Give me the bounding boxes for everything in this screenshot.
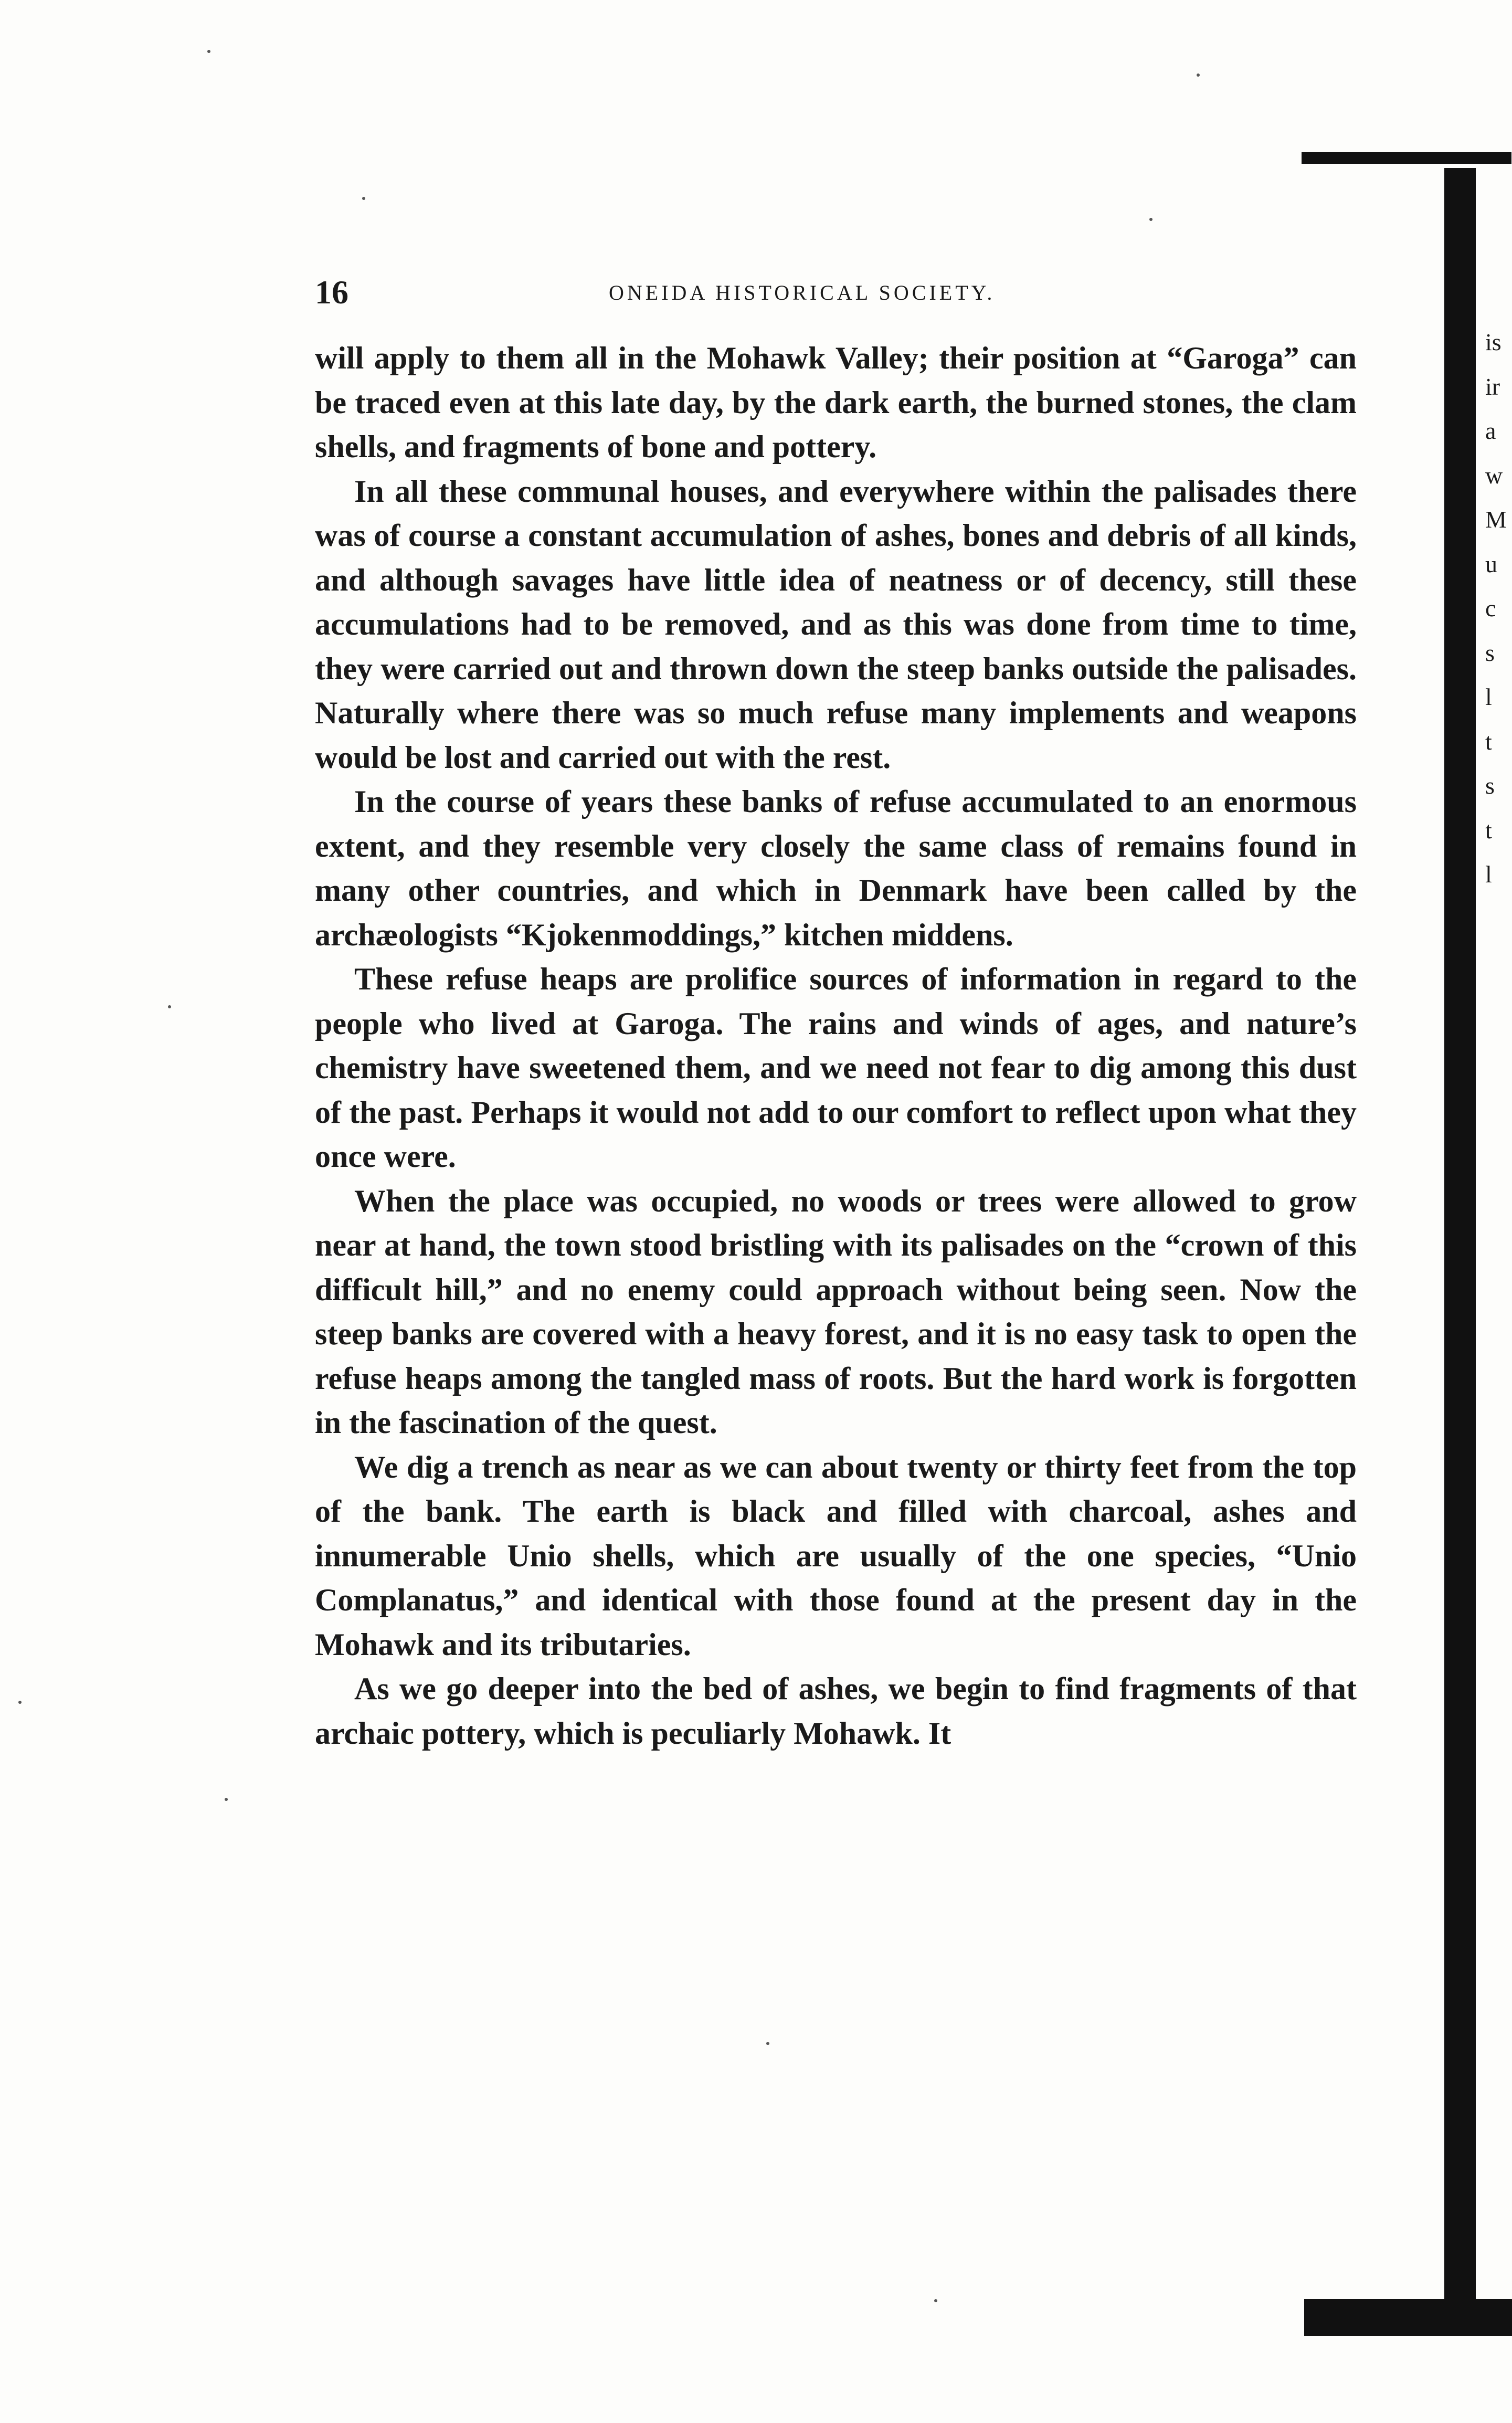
fragment: w: [1485, 461, 1503, 489]
page-number: 16: [315, 273, 348, 311]
fragment: is: [1485, 329, 1502, 355]
paper-speck: [207, 50, 210, 53]
fragment: M: [1485, 506, 1507, 533]
binding-edge-foot: [1304, 2299, 1512, 2336]
paper-speck: [18, 1701, 22, 1704]
fragment: ir: [1485, 373, 1500, 400]
paper-speck: [225, 1798, 228, 1801]
paragraph: These refuse heaps are prolifice sources of information in regard to the people who lived at Garoga. The rains and winds of ages, and nature’s chemistry have sweetened them, and we need not fear to dig among this dust of the past. Perhaps it would not add to our comfort to reflect upon what they once were.: [315, 962, 1357, 1174]
fragment: s: [1485, 639, 1495, 666]
fragment: c: [1485, 595, 1496, 621]
fragment: t: [1485, 816, 1492, 844]
paragraph: When the place was occupied, no woods or trees were allowed to grow near at hand, the town stood bristling with its palisades on the “crown of this difficult hill,” and no enemy could approach without being seen. Now the steep banks are covered with a heavy forest, and it is no easy task to open the refuse heaps among the tangled mass of roots. But the hard work is forgotten in the fascination of the quest.: [315, 1183, 1357, 1440]
binding-edge-cap: [1302, 152, 1511, 164]
paragraph: will apply to them all in the Mohawk Valley; their position at “Garoga” can be traced even at this late day, by the dark earth, the burned stones, the clam shells, and fragments of bone and pottery.: [315, 341, 1357, 464]
paper-speck: [362, 197, 365, 200]
paragraph: In all these communal houses, and everywhere within the palisades there was of course a constant accumulation of ashes, bones and debris of all kinds, and although savages have little idea of neatness or of decency, still these accumulations had to be removed, and as this was done from time to time, they were carried out and thrown down the steep banks outside the palisades. Naturally where there was so much refuse many implements and weapons would be lost and carried out with the rest.: [315, 473, 1357, 775]
paper-speck: [934, 2299, 937, 2302]
fragment: s: [1485, 772, 1495, 799]
paragraph: As we go deeper into the bed of ashes, we begin to find fragments of that archaic pottery, which is peculiarly Mohawk. It: [315, 1671, 1357, 1751]
fragment: l: [1485, 861, 1492, 888]
paper-speck: [1197, 73, 1200, 77]
paper-speck: [766, 2042, 769, 2045]
fragment: u: [1485, 550, 1497, 577]
binding-edge: [1444, 168, 1476, 2331]
paper-speck: [1149, 218, 1152, 221]
fragment: t: [1485, 728, 1492, 755]
fragment: l: [1485, 683, 1492, 710]
page-header: [315, 273, 1365, 315]
running-title: ONEIDA HISTORICAL SOCIETY.: [609, 281, 996, 304]
fragment: a: [1485, 417, 1496, 444]
paragraph: In the course of years these banks of refuse accumulated to an enormous extent, and they resemble very closely the same class of remains found in many other countries, and which in Denmark have been called by the archæologists “Kjokenmoddings,” kitchen middens.: [315, 784, 1357, 952]
next-page-fragments: [1485, 320, 1512, 897]
paper-speck: [168, 1005, 171, 1008]
paragraph: We dig a trench as near as we can about twenty or thirty feet from the top of the bank. The earth is black and filled with charcoal, ashes and innumerable Unio shells, which are usually of the one species, “Unio Complanatus,” and identical with those found at the present day in the Mohawk and its tributaries.: [315, 1449, 1357, 1662]
body-text: [315, 336, 1357, 1755]
